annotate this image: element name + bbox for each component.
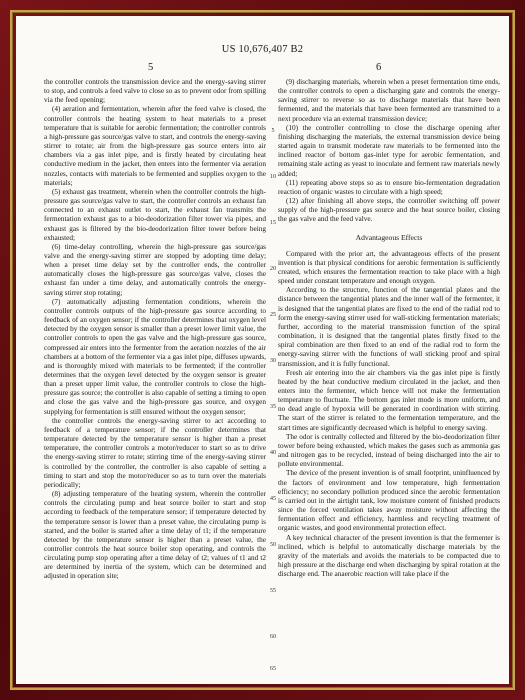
paragraph: the controller controls the energy-saving stirrer to act according to feedback of a temperature sensor; if the controller determines that temperature detected by the temperature sensor is higher than a preset temperature, the controller controls a motor/reducer to start so as to drive the energy-saving stirrer to rotate; stirring time of the energy-saving stirrer is controlled by the controller, the controller is also capable of setting a timing to start and stop the motor/reducer so as to turn over the materials periodically;	[44, 416, 266, 489]
line-number: 5	[271, 128, 275, 134]
patent-page	[16, 16, 509, 684]
paragraph: (4) aeration and fermentation, wherein after the feed valve is closed, the controller controls the heating system to heat materials to a preset temperature that is suitable for aerobic fermentation; the controller controls a high-pressure gas source/gas valve to start, and controls the energy-saving stirrer to rotate; air from the high-pressure gas source enters into air chambers via a gas inlet pipe, and is firstly heated by circulating heat conductive medium in the jacket, then enters into the fermenter via aeration nozzles, contacts with materials to be fermented and supplies oxygen to the materials;	[44, 105, 266, 187]
right-column-number: 6	[376, 62, 382, 73]
line-number: 15	[270, 220, 276, 226]
line-number: 45	[270, 496, 276, 502]
paragraph: (8) adjusting temperature of the heating system, wherein the controller controls the circulating pump and heat source boiler to start and stop according to feedback of the temperature sensor; if temperature detected by the temperature sensor is lower than a preset value, the circulating pump is started, and the boiler is started after a time delay of t1; if the temperature detected by the temperature sensor is higher than a preset value, the controller controls the heat source boiler stop operating, and controls the circulating pump stop operating after a time delay of t2; values of t1 and t2 are determined by inertia of the system, which can be determined and adjusted in operation site;	[44, 490, 266, 581]
patent-number: US 10,676,407 B2	[221, 44, 304, 55]
paragraph: (7) automatically adjusting fermentation conditions, wherein the controller controls outputs of the high-pressure gas source according to feedback of an oxygen sensor; if the controller determines that oxygen level detected by the oxygen sensor is smaller than a preset lower limit value, the controller controls to open the gas valve and the high-pressure gas source, compressed air enters into the fermenter from the aeration nozzles of the air chambers at a bottom of the fermenter via a gas inlet pipe, diffuses upwards, and is thoroughly mixed with materials to be fermented; if the controller determines that the oxygen level detected by the oxygen sensor is greater than a preset upper limit value, the controller controls to close the high-pressure gas source; the controller is also capable of setting a timing to open and close the gas valve and the high-pressure gas source, and oxygen supplying for fermentation is still ensured without the oxygen sensor;	[44, 297, 266, 416]
paragraph: (9) discharging materials, wherein when a preset fermentation time ends, the controller controls to open a discharging gate and controls the energy-saving stirrer to reverse so as to discharge materials that have been fermented, and the materials that have been fermented are transmitted to a next procedure via an external transmission device;	[278, 78, 500, 123]
paragraph: The odor is centrally collected and filtered by the bio-deodorization filter tower before being exhausted, which makes the gases such as ammonia gas and nitrogen gas to be recycled, instead of being discharged into the air to pollute environmental.	[278, 432, 500, 469]
line-number: 65	[270, 666, 276, 672]
left-column-number: 5	[148, 62, 154, 73]
paragraph: (11) repeating above steps so as to ensure bio-fermentation degradation reaction of organic wastes to circulate with a high speed;	[278, 178, 500, 196]
line-number: 35	[270, 404, 276, 410]
paragraph: (10) the controller controlling to close the discharge opening after finishing discharging the materials, the external transmission device being started again to transmit moderate raw materials to be fermented into the inclined reactor of bottom gas-inlet type for aerobic fermentation, and remaining stale acting as yeast to inoculate and ferment raw materials newly added;	[278, 123, 500, 178]
paragraph: Compared with the prior art, the advantageous effects of the present invention is that physical conditions for aerobic fermentation is sufficiently created, which ensures the fermentation reaction to take place with a high speed under constant temperature and enough oxygen.	[278, 249, 500, 286]
line-number: 20	[270, 266, 276, 272]
paragraph: According to the structure, function of the tangential plates and the distance between the tangential plates and the inner wall of the fermenter, it is designed that the tangential plates are fixed to the end of the radial rod to form the energy-saving stirrer used for wall-sticking fermentation materials; further, according to the material transmission function of the spiral combination, it is designed that the tangential plates firstly fixed to the spiral combination are then fixed to an end of the radial rod to form the energy-saving stirrer with the functions of wall sticking proof and spiral transmission, and it is fully functional.	[278, 286, 500, 368]
paragraph: the controller controls the transmission device and the energy-saving stirrer to stop, and controls a feed valve to close so as to prevent odor from spilling via the feed opening;	[44, 78, 266, 105]
paragraph: A key technical character of the present invention is that the fermenter is inclined, which is helpful to automatically discharge materials by the gravity of the materials and avoids the materials to be compacted due to high pressure at the discharge end when discharging by spiral rotation at the discharge end. The anaerobic reaction will take place if the	[278, 533, 500, 579]
section-heading: Advantageous Effects	[355, 232, 423, 242]
paragraph: The device of the present invention is of small footprint, uninfluenced by the factors of environment and low temperature, high fermentation efficiency; no secondary pollution produced since the aerobic fermentation is carried out in the airtight tank, low moisture content of finished products since the forced ventilation takes away moisture without affecting the fermentation effect and efficiency, harmless and recycling treatment of organic wastes, and good environmental protection effect.	[278, 469, 500, 533]
paragraph: Fresh air entering into the air chambers via the gas inlet pipe is firstly heated by the heat conductive medium circulated in the jacket, and then enters into the fermenter, which hence will not make the fermentation temperature to fluctuate. The bottom gas inlet mode is more uniform, and no dead angle of hypoxia will be generated in coordination with stirring. The start of the stirrer is related to the fermentation temperature, and the start times are significantly decreased which is helpful to energy saving.	[278, 368, 500, 432]
right-text-column	[278, 78, 500, 678]
line-number: 30	[270, 358, 276, 364]
line-number: 10	[270, 174, 276, 180]
paragraph: (5) exhaust gas treatment, wherein when the controller controls the high-pressure gas source/gas valve to start, the controller controls an exhaust fan connected to an exhaust outlet to start, the exhaust fan transmits the fermentation exhaust gas to a bio-deodorization filter tower via pipes, and exhaust gas is filtered by the bio-deodorization filter tower before being exhausted;	[44, 187, 266, 242]
line-number: 40	[270, 450, 276, 456]
left-text-column	[44, 78, 266, 678]
paragraph: (12) after finishing all above steps, the controller switching off power supply of the high-pressure gas source and the heat source boiler, closing the gas valve and the feed valve.	[278, 197, 500, 224]
line-number: 25	[270, 312, 276, 318]
line-number: 60	[270, 634, 276, 640]
paragraph: (6) time-delay controlling, wherein the high-pressure gas source/gas valve and the energy-saving stirrer are stopped by adopting time delay; when a preset time delay set by the controller ends, the controller automatically closes the high-pressure gas source/gas valve, closes the exhaust fan under a time delay, and automatically controls the energy-saving stirrer stop rotating;	[44, 242, 266, 297]
line-number: 55	[270, 588, 276, 594]
line-number: 50	[270, 542, 276, 548]
